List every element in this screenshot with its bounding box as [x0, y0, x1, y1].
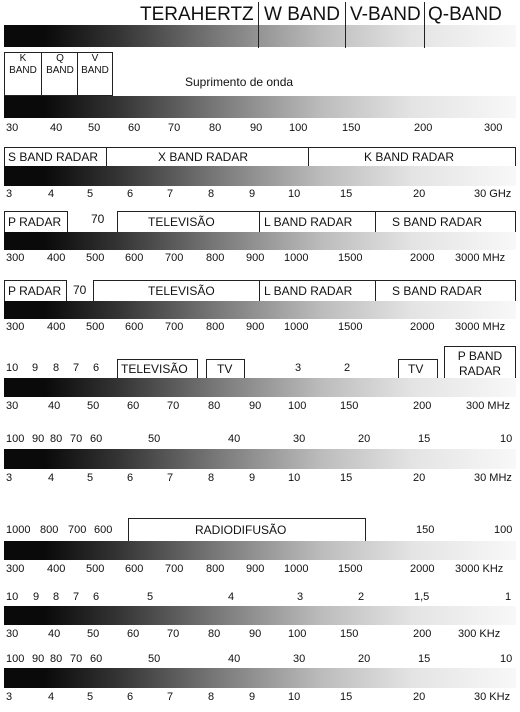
top-number: 100: [6, 653, 25, 665]
tick-label: 60: [127, 628, 140, 640]
top-number: 9: [32, 362, 39, 374]
top-number: 8: [53, 362, 60, 374]
top-number: 60: [90, 433, 103, 445]
q-band-label: Q BAND: [46, 53, 74, 76]
tick-label: 100: [289, 122, 308, 134]
top-number: 800: [40, 524, 59, 536]
k-band-label: K BAND: [9, 53, 37, 76]
top-number: 1000: [6, 524, 31, 536]
tick-label: 150: [340, 400, 359, 412]
tick-label: 2000: [410, 321, 435, 333]
tv-label: TV: [408, 362, 424, 376]
spectrum-bar-7: [4, 541, 516, 560]
top-number: 80: [50, 653, 63, 665]
tick-label: 50: [87, 400, 100, 412]
tick-label: 2000: [410, 252, 435, 264]
header-q-band: Q-BAND: [428, 4, 502, 25]
l-band-radar-label: L BAND RADAR: [264, 284, 353, 298]
p-band-radar-label: P BAND RADAR: [457, 349, 503, 378]
tick-label: 300 MHz: [466, 400, 511, 412]
tick-label: 7: [167, 472, 174, 484]
tick-label: 9: [249, 188, 256, 200]
tick-label: 30 MHz: [474, 472, 512, 484]
top-number: 150: [416, 524, 435, 536]
top-number: 90: [32, 653, 45, 665]
top-number: 50: [148, 653, 161, 665]
top-number: 1: [505, 591, 512, 603]
tick-label: 9: [249, 472, 256, 484]
top-number: 9: [33, 591, 40, 603]
top-number: 7: [73, 591, 80, 603]
tick-label: 300: [484, 122, 503, 134]
header-divider: [345, 2, 346, 48]
tick-label: 4: [48, 472, 55, 484]
header-w-band: W BAND: [264, 4, 340, 25]
spectrum-bar-8: [4, 606, 516, 625]
tick-label: 300: [6, 252, 25, 264]
spectrum-bar-9: [4, 668, 516, 688]
top-number: 20: [358, 653, 371, 665]
tick-label: 90: [249, 628, 262, 640]
tick-label: 700: [165, 563, 184, 575]
top-number: 30: [293, 433, 306, 445]
tick-label: 5: [87, 472, 94, 484]
tick-label: 200: [413, 400, 432, 412]
l-band-radar-label: L BAND RADAR: [264, 215, 353, 229]
televisao-label: TELEVISÃO: [148, 284, 215, 298]
top-number: 20: [358, 433, 371, 445]
p-radar-label: P RADAR: [8, 284, 62, 298]
tick-label: 10: [288, 472, 301, 484]
televisao-label: TELEVISÃO: [121, 362, 188, 376]
header-divider: [424, 2, 425, 48]
tick-label: 600: [125, 563, 144, 575]
tick-label: 80: [208, 628, 221, 640]
tick-label: 90: [250, 122, 263, 134]
tick-label: 4: [48, 691, 55, 703]
spectrum-bar-3: [4, 232, 516, 250]
tick-label: 800: [206, 321, 225, 333]
tick-label: 900: [246, 252, 265, 264]
top-number: 2: [358, 591, 365, 603]
tick-label: 3: [6, 188, 13, 200]
tick-label: 5: [87, 691, 94, 703]
tick-label: 3000 MHz: [455, 252, 506, 264]
tick-label: 1000: [284, 252, 309, 264]
top-number: 10: [500, 433, 513, 445]
tick-label: 300: [6, 563, 25, 575]
tick-label: 800: [206, 563, 225, 575]
top-number: 3: [295, 362, 302, 374]
top-number: 70: [70, 653, 83, 665]
tick-label: 6: [127, 472, 134, 484]
header-terahertz: TERAHERTZ: [140, 4, 254, 25]
top-number: 10: [6, 362, 19, 374]
top-number: 90: [32, 433, 45, 445]
tick-label: 300 KHz: [458, 628, 501, 640]
top-number: 50: [148, 433, 161, 445]
spectrum-bar-2: [4, 166, 516, 186]
televisao-label: TELEVISÃO: [148, 215, 215, 229]
tick-label: 1500: [338, 321, 363, 333]
s-band-radar-label: S BAND RADAR: [8, 150, 99, 164]
spectrum-bar-1: [4, 96, 516, 118]
top-number: 40: [228, 653, 241, 665]
tick-label: 700: [165, 252, 184, 264]
tick-label: 100: [288, 628, 307, 640]
spectrum-bar-4: [4, 301, 516, 319]
tick-label: 40: [48, 400, 61, 412]
tick-label: 400: [47, 563, 66, 575]
tick-label: 60: [128, 122, 141, 134]
top-number: 1,5: [414, 591, 430, 603]
tick-label: 30 KHz: [474, 691, 511, 703]
p-radar-label: P RADAR: [8, 215, 62, 229]
tick-label: 3000 KHz: [455, 563, 504, 575]
tick-label: 800: [206, 252, 225, 264]
top-number: 100: [494, 524, 513, 536]
top-number: 600: [94, 524, 113, 536]
top-number: 8: [53, 591, 60, 603]
tick-label: 6: [127, 691, 134, 703]
radiodifusao-label: RADIODIFUSÃO: [195, 523, 287, 537]
tick-label: 80: [209, 122, 222, 134]
top-number: 10: [500, 653, 513, 665]
tick-label: 600: [125, 321, 144, 333]
top-number: 15: [418, 433, 431, 445]
tick-label: 10: [288, 188, 301, 200]
tick-label: 1500: [338, 563, 363, 575]
tick-label: 1500: [338, 252, 363, 264]
tick-label: 15: [340, 472, 353, 484]
spectrum-bar-header: [4, 25, 516, 47]
tick-label: 40: [48, 628, 61, 640]
top-number: 30: [293, 653, 306, 665]
top-number: 6: [93, 591, 100, 603]
tick-label: 400: [47, 321, 66, 333]
tick-label: 900: [246, 563, 265, 575]
tick-label: 70: [167, 400, 180, 412]
top-number: 6: [93, 362, 100, 374]
tick-label: 400: [47, 252, 66, 264]
tick-label: 700: [165, 321, 184, 333]
tick-label: 150: [340, 628, 359, 640]
tick-label: 7: [167, 188, 174, 200]
tick-label: 3: [6, 691, 13, 703]
top-number: 100: [6, 433, 25, 445]
tv-label: TV: [217, 362, 233, 376]
tick-label: 600: [125, 252, 144, 264]
spectrum-bar-6: [4, 449, 516, 469]
tick-label: 70: [168, 122, 181, 134]
suprimento-label: Suprimento de onda: [185, 75, 294, 89]
top-number: 60: [90, 653, 103, 665]
tick-label: 15: [340, 188, 353, 200]
tick-label: 20: [413, 472, 426, 484]
tick-label: 900: [246, 321, 265, 333]
top-number: 700: [68, 524, 87, 536]
tick-label: 200: [414, 122, 433, 134]
tick-label: 300: [6, 321, 25, 333]
header-v-band: V-BAND: [350, 4, 421, 25]
tick-label: 30: [6, 400, 19, 412]
top-number: 7: [73, 362, 80, 374]
top-number: 4: [228, 591, 235, 603]
tick-label: 70: [167, 628, 180, 640]
tick-label: 60: [127, 400, 140, 412]
tick-label: 500: [86, 321, 105, 333]
tick-label: 4: [48, 188, 55, 200]
tick-label: 30: [6, 122, 19, 134]
k-band-radar-label: K BAND RADAR: [364, 150, 455, 164]
tick-label: 8: [208, 188, 215, 200]
top-number: 15: [418, 653, 431, 665]
top-number: 3: [297, 591, 304, 603]
top-number: 40: [228, 433, 241, 445]
tick-label: 30 GHz: [474, 188, 512, 200]
tick-label: 20: [413, 691, 426, 703]
top-number: 10: [6, 591, 19, 603]
channel-70-label: 70: [91, 212, 105, 226]
tick-label: 50: [87, 628, 100, 640]
tick-label: 3000 MHz: [455, 321, 506, 333]
tick-label: 5: [87, 188, 94, 200]
v-band-label: V BAND: [81, 53, 109, 76]
spectrum-bar-5: [4, 378, 516, 397]
tick-label: 150: [342, 122, 361, 134]
s-band-radar-label: S BAND RADAR: [392, 215, 483, 229]
tick-label: 90: [249, 400, 262, 412]
tick-label: 80: [208, 400, 221, 412]
top-number: 80: [50, 433, 63, 445]
tick-label: 100: [288, 400, 307, 412]
tick-label: 50: [88, 122, 101, 134]
tick-label: 8: [208, 691, 215, 703]
tick-label: 7: [167, 691, 174, 703]
tick-label: 1000: [284, 321, 309, 333]
tick-label: 3: [6, 472, 13, 484]
tick-label: 6: [127, 188, 134, 200]
tick-label: 500: [86, 252, 105, 264]
top-number: 5: [147, 591, 154, 603]
tick-label: 20: [413, 188, 426, 200]
x-band-radar-label: X BAND RADAR: [158, 150, 249, 164]
tick-label: 30: [6, 628, 19, 640]
tick-label: 15: [340, 691, 353, 703]
top-number: 70: [70, 433, 83, 445]
s-band-radar-label: S BAND RADAR: [392, 284, 483, 298]
tick-label: 200: [413, 628, 432, 640]
channel-70-label: 70: [73, 283, 87, 297]
tick-label: 10: [288, 691, 301, 703]
header-divider: [258, 2, 259, 48]
tick-label: 40: [50, 122, 63, 134]
tick-label: 1000: [284, 563, 309, 575]
tick-label: 2000: [410, 563, 435, 575]
tick-label: 500: [86, 563, 105, 575]
tick-label: 8: [208, 472, 215, 484]
top-number: 2: [344, 362, 351, 374]
tick-label: 9: [249, 691, 256, 703]
